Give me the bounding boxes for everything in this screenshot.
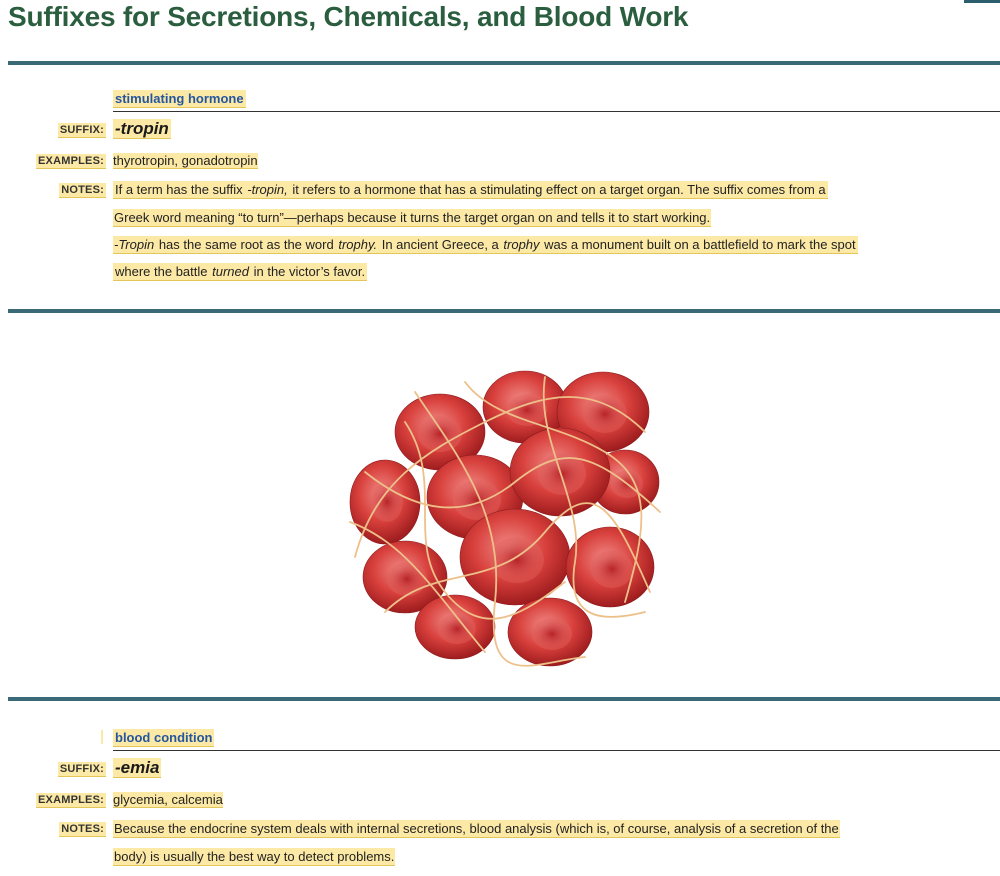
note-line: -Tropin has the same root as the word trophy. In ancient Greece, a trophy was a monument built on a battlefield to mark the spot: [114, 237, 856, 252]
section-divider: [8, 697, 1000, 701]
section-divider: [8, 61, 1000, 65]
red-blood-cells-icon: [345, 362, 665, 672]
suffix-label: SUFFIX:: [59, 124, 104, 136]
examples-label: EXAMPLES:: [38, 794, 104, 806]
note-line: Greek word meaning “to turn”—perhaps because it turns the target organ on and tells it to start working.: [114, 210, 711, 225]
note-line: body) is usually the best way to detect problems.: [114, 849, 395, 864]
suffix-value: -tropin: [115, 119, 169, 138]
meaning-row: [113, 729, 1000, 751]
suffix-label: SUFFIX:: [59, 763, 104, 775]
suffix-value: -emia: [115, 758, 160, 777]
notes-label: NOTES:: [61, 823, 104, 835]
examples-label: EXAMPLES:: [38, 155, 104, 167]
meaning: blood condition: [115, 730, 213, 745]
notes-label: NOTES:: [61, 184, 104, 196]
note-line: If a term has the suffix -tropin, it refers to a hormone that has a stimulating effect on a target organ. The suffix comes from a: [115, 182, 826, 197]
note-line: Because the endocrine system deals with internal secretions, blood analysis (which is, of course, analysis of a secretion of the: [114, 821, 839, 836]
corner-mark: [964, 0, 1000, 3]
page-title: Suffixes for Secretions, Chemicals, and Blood Work: [8, 1, 689, 32]
meaning-row: [113, 90, 1000, 112]
highlight-mark: [101, 730, 103, 744]
section-divider: [8, 309, 1000, 313]
examples-value: thyrotropin, gonadotropin: [113, 153, 258, 168]
examples-value: glycemia, calcemia: [113, 792, 223, 807]
meaning: stimulating hormone: [115, 91, 244, 106]
note-line: where the battle turned in the victor’s favor.: [115, 264, 366, 279]
